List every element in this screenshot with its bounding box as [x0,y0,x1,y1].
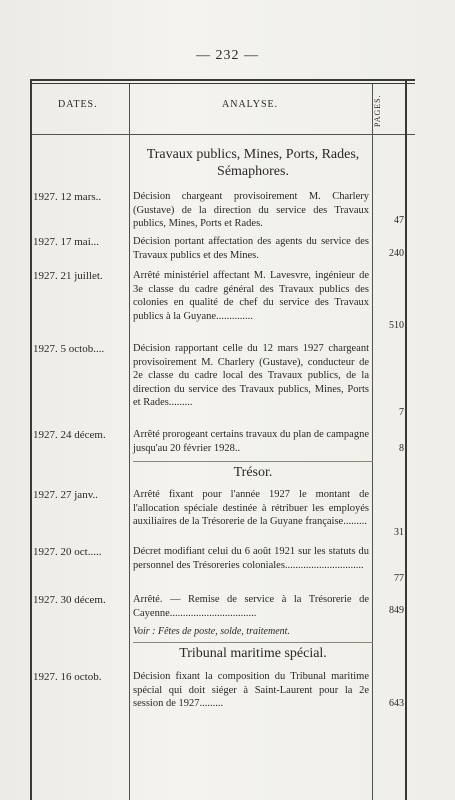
entry-date: 1927. 27 janv.. [33,489,98,501]
pages-separator [372,84,373,800]
entry-text: Arrêté prorogeant certains travaux du plan de campagne jusqu'au 20 février 1928.. [133,429,369,454]
header-dates: DATES. [58,99,98,110]
entry-page: 47 [394,215,404,226]
entry-text: Décision rapportant celle du 12 mars 1927 chargeant provisoirement M. Charlery (Gustave), conducteur de 2e classe du cadre local des Travaux publics, de la direction du service des Travaux publics, Mines, Ports et Rades......... [133,343,369,408]
entry-date: 1927. 21 juillet. [33,270,103,282]
section-title-tresor: Trésor. [233,465,273,480]
entry-page: 8 [399,443,404,454]
entry-text: Décision fixant la composition du Tribunal maritime spécial qui doit siéger à Saint-Laurent pour la 2e session de 1927......... [133,671,369,709]
entry-text: Décret modifiant celui du 6 août 1921 sur les statuts du personnel des Trésoreries coloniales.............................. [133,546,369,571]
top-rule [30,79,415,81]
entry-text: Décision portant affectation des agents du service des Travaux publics et des Mines. [133,236,369,261]
header-rule [30,134,415,135]
entry-date: 1927. 16 octob. [33,671,102,683]
entry-date: 1927. 30 décem. [33,594,106,606]
entry-date: 1927. 20 oct..... [33,546,102,558]
dates-separator [129,84,130,800]
entry-page: 7 [399,407,404,418]
entry-page: 643 [389,698,404,709]
section-divider [133,642,373,643]
entry-date: 1927. 17 mai... [33,236,99,248]
entry-page: 31 [394,527,404,538]
right-border [405,80,407,800]
entry-text: Arrêté fixant pour l'année 1927 le montant de l'allocation spéciale destinée à rétribuer les employés auxiliaires de la Trésorerie de la Guyane française......... [133,489,369,527]
entry-page: 510 [389,320,404,331]
section-title-travaux: Travaux publics, Mines, Ports, Rades, Sémaphores. [146,147,360,179]
entry-page: 77 [394,573,404,584]
top-rule-thin [30,83,415,84]
page-number: — 232 — [196,48,259,63]
entry-text: Arrêté ministériel affectant M. Lavesvre, ingénieur de 3e classe du cadre général des Travaux publics des colonies en qualité de chef du service des Travaux publics à la Guyane.............. [133,270,369,322]
section-title-tribunal: Tribunal maritime spécial. [179,646,327,661]
entry-text: Arrêté. — Remise de service à la Trésorerie de Cayenne................................. [133,594,369,619]
entry-page: 849 [389,605,404,616]
section-divider [133,461,373,462]
header-analyse: ANALYSE. [222,99,279,110]
header-pages: PAGES. [373,94,382,128]
entry-date: 1927. 24 décem. [33,429,106,441]
entry-page: 240 [389,248,404,259]
voir-note: Voir : Fêtes de poste, solde, traitement. [133,626,290,637]
entry-date: 1927. 5 octob.... [33,343,105,355]
entry-date: 1927. 12 mars.. [33,191,102,203]
entry-text: Décision chargeant provisoirement M. Charlery (Gustave) de la direction du service des Travaux publics, Mines, Ports et Rades. [133,191,369,229]
left-border [30,80,32,800]
